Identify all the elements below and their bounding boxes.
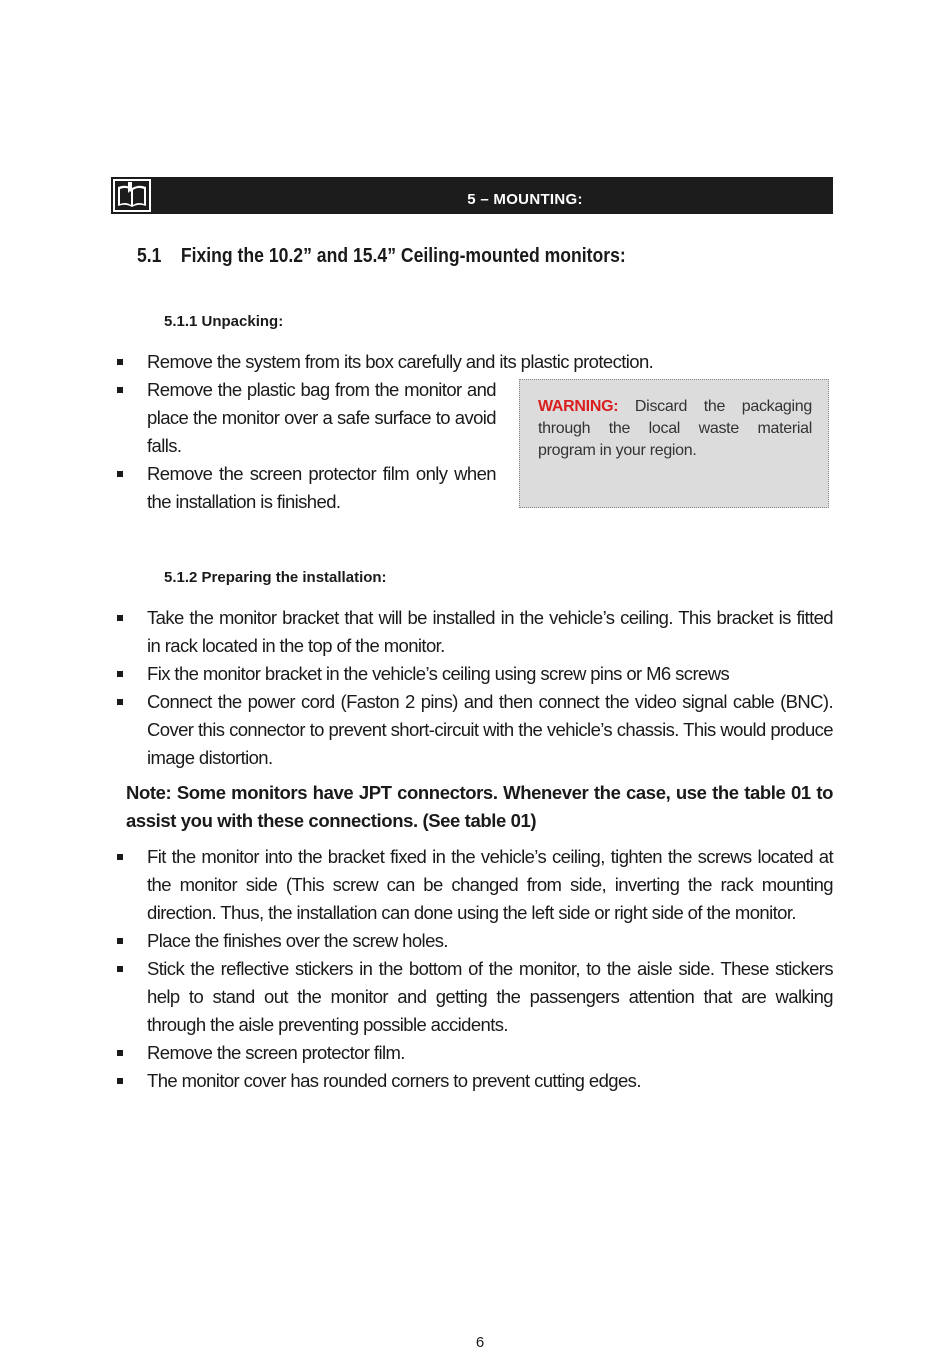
unpacking-list-rest — [114, 376, 496, 516]
square-bullet-icon — [117, 671, 123, 677]
list-item: Remove the screen protector film only when the installation is finished. — [114, 460, 496, 516]
square-bullet-icon — [117, 1078, 123, 1084]
list-item: Fix the monitor bracket in the vehicle’s ceiling using screw pins or M6 screws — [114, 660, 833, 688]
section-header-bar — [111, 177, 833, 214]
square-bullet-icon — [117, 854, 123, 860]
list-item: Connect the power cord (Faston 2 pins) and then connect the video signal cable (BNC). Cover this connector to prevent short-circuit with the vehicle’s chassis. This would produce image distortion. — [114, 688, 833, 772]
square-bullet-icon — [117, 966, 123, 972]
jpt-note: Note: Some monitors have JPT connectors. Whenever the case, use the table 01 to assist you with these connections. (See table 01) — [126, 782, 833, 831]
list-item: Place the finishes over the screw holes. — [114, 927, 833, 955]
square-bullet-icon — [117, 471, 123, 477]
section-header-title: 5 – MOUNTING: — [467, 191, 583, 208]
square-bullet-icon — [117, 938, 123, 944]
square-bullet-icon — [117, 699, 123, 705]
preparing-list — [114, 604, 833, 772]
square-bullet-icon — [117, 1050, 123, 1056]
installation-steps-list — [114, 843, 833, 1095]
square-bullet-icon — [117, 615, 123, 621]
list-item: Fit the monitor into the bracket fixed in the vehicle’s ceiling, tighten the screws located at the monitor side (This screw can be changed from side, inverting the rack mounting direction. Thus, the installation can done using the left side or right side of the monitor. — [114, 843, 833, 927]
list-item: Remove the system from its box carefully and its plastic protection. — [114, 348, 833, 376]
list-item: Remove the plastic bag from the monitor and place the monitor over a safe surface to avoid falls. — [114, 376, 496, 460]
section-title — [137, 245, 626, 268]
warning-label: WARNING: — [538, 398, 619, 415]
section-title-text: Fixing the 10.2” and 15.4” Ceiling-mounted monitors: — [180, 245, 626, 267]
warning-box — [519, 379, 829, 508]
unpacking-list-first — [114, 348, 833, 376]
square-bullet-icon — [117, 387, 123, 393]
square-bullet-icon — [117, 359, 123, 365]
section-number: 5.1 — [137, 245, 162, 267]
list-item: Stick the reflective stickers in the bottom of the monitor, to the aisle side. These stickers help to stand out the monitor and getting the passengers attention that are walking through the aisle preventing possible accidents. — [114, 955, 833, 1039]
list-item: Remove the screen protector film. — [114, 1039, 833, 1067]
preparing-heading: 5.1.2 Preparing the installation: — [164, 569, 387, 586]
warning-text: Discard the packaging through the local waste material program in your region. — [538, 398, 812, 459]
list-item: Take the monitor bracket that will be installed in the vehicle’s ceiling. This bracket is fitted in rack located in the top of the monitor. — [114, 604, 833, 660]
list-item: The monitor cover has rounded corners to prevent cutting edges. — [114, 1067, 833, 1095]
page-number: 6 — [475, 1334, 485, 1351]
unpacking-heading: 5.1.1 Unpacking: — [164, 313, 284, 330]
